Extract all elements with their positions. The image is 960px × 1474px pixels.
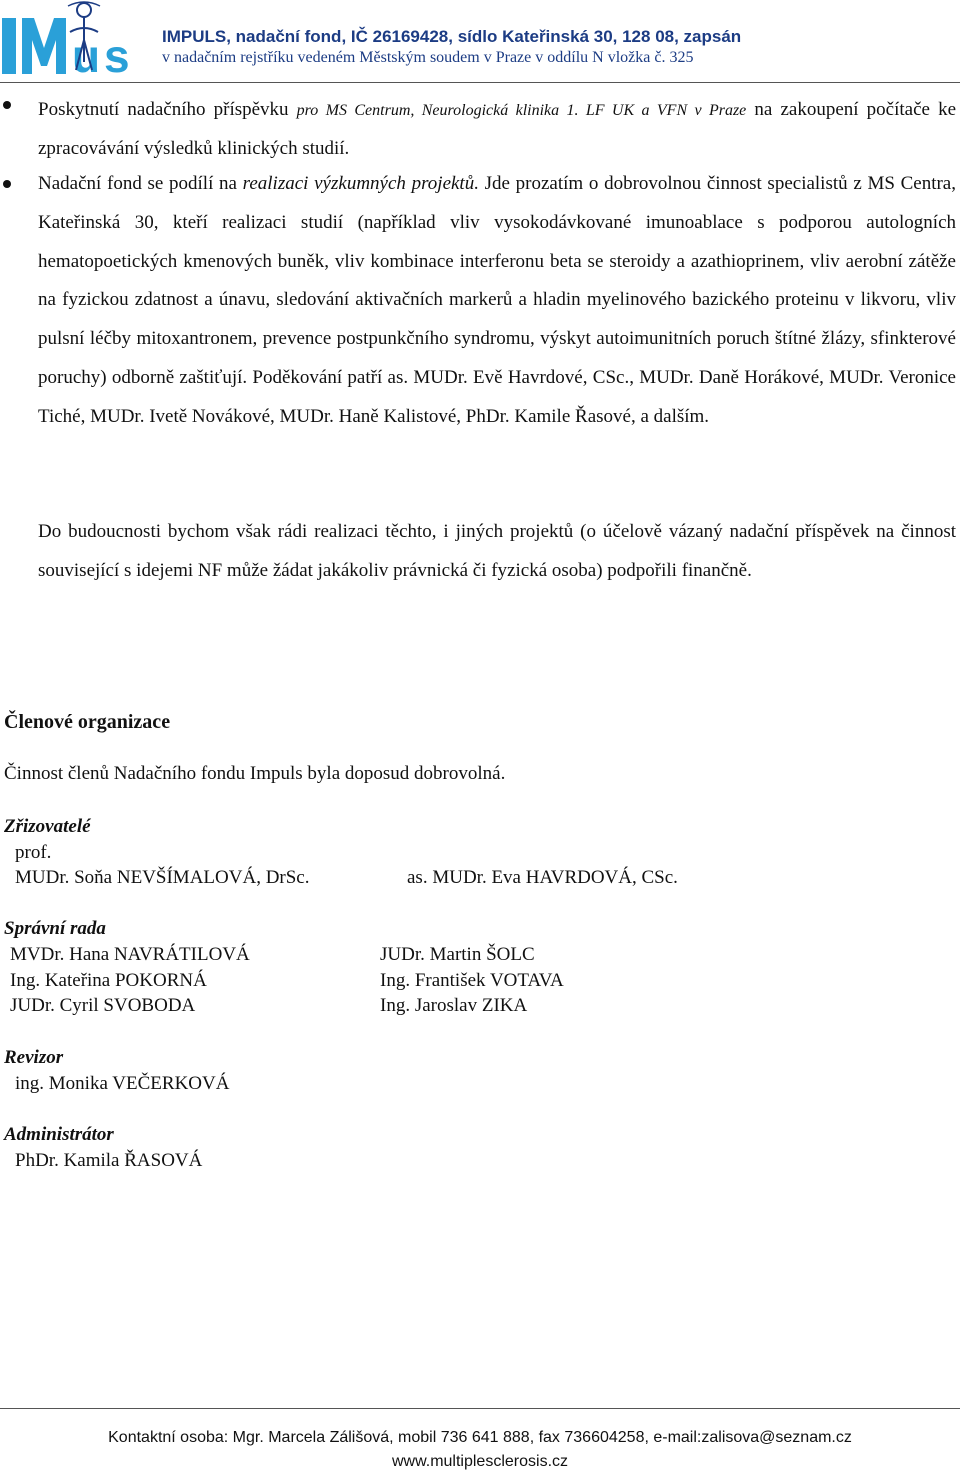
auditor-title: Revizor <box>4 1047 64 1068</box>
bullet-dot <box>3 180 11 188</box>
bullet-item-1 <box>38 91 956 168</box>
board-member-left: JUDr. Cyril SVOBODA <box>10 995 196 1016</box>
founders-title: Zřizovatelé <box>4 816 91 837</box>
members-heading: Členové organizace <box>4 711 171 733</box>
auditor-name: ing. Monika VEČERKOVÁ <box>15 1073 230 1094</box>
svg-text:s: s <box>104 30 130 80</box>
board-member-right: Ing. Jaroslav ZIKA <box>380 995 528 1016</box>
bullet-1-rest: na zakoupení počítače ke zpracovávání výsledků klinických studií. <box>38 99 957 159</box>
bullet-2-rest: Jde prozatím o dobrovolnou činnost specialistů z MS Centra, Kateřinská 30, kteří realizaci studií (například vliv vysokodávkované imunoablace s podporou autologních hematopoetických kmenových buněk, vliv kombinace interferonu beta se steroidy a azathioprinem, vliv aerobní zátěže na fyzickou zdatnost a únavu, sledování aktivačních markerů a hladin myelinového bazického proteinu v likvoru, vliv pulsní léčby mitoxantronem, prevence postpunkčního syndromu, výskyt autoimunitních poruch štítné žlázy, sfinkterové poruchy) odborně zaštiťují. Poděkování patří as. MUDr. Evě Havrdové, CSc., MUDr. Daně Horákové, MUDr. Veronice Tiché, MUDr. Ivetě Novákové, MUDr. Haně Kalistové, PhDr. Kamile Řasové, a dalším. <box>38 173 956 427</box>
future-paragraph: Do budoucnosti bychom však rádi realizaci těchto, i jiných projektů (o účelově vázaný nadační příspěvek na činnost související s idejemi NF může žádat jakákoliv právnická či fyzická osoba) podpořili finančně. <box>38 521 956 581</box>
svg-text:u: u <box>72 30 101 80</box>
founder-right: as. MUDr. Eva HAVRDOVÁ, CSc. <box>407 867 678 888</box>
header-text <box>162 26 741 68</box>
footer-divider <box>0 1408 960 1409</box>
footer-contact: Kontaktní osoba: Mgr. Marcela Zálišová, mobil 736 641 888, fax 736604258, e-mail:zalisova@seznam.cz <box>108 1429 852 1446</box>
bullet-1-italic: pro MS Centrum, Neurologická klinika 1. LF UK a VFN v Praze <box>296 102 747 119</box>
header-line-2: v nadačním rejstříku vedeném Městským soudem v Praze v oddílu N vložka č. 325 <box>162 49 694 66</box>
board-member-right: Ing. František VOTAVA <box>380 970 564 991</box>
founder-left-line-1: prof. <box>15 842 52 863</box>
members-intro: Činnost členů Nadačního fondu Impuls byla doposud dobrovolná. <box>4 763 506 784</box>
board-member-left: Ing. Kateřina POKORNÁ <box>10 970 207 991</box>
bullet-1-lead: Poskytnutí nadačního příspěvku <box>38 99 297 120</box>
administrator-name: PhDr. Kamila ŘASOVÁ <box>15 1150 203 1171</box>
impuls-logo <box>0 0 138 80</box>
administrator-title: Administrátor <box>4 1124 114 1145</box>
board-title: Správní rada <box>4 918 106 939</box>
header-line-1: IMPULS, nadační fond, IČ 26169428, sídlo Kateřinská 30, 128 08, zapsán <box>162 27 742 46</box>
bullet-2-italic: realizaci výzkumných projektů. <box>242 173 479 194</box>
founder-left-line-2: MUDr. Soňa NEVŠÍMALOVÁ, DrSc. <box>15 867 310 888</box>
page-header <box>0 0 960 82</box>
bullet-item-2 <box>38 165 956 437</box>
bullet-dot <box>3 101 11 109</box>
board-member-right: JUDr. Martin ŠOLC <box>380 944 535 965</box>
page-footer <box>0 1426 960 1474</box>
bullet-2-lead: Nadační fond se podílí na <box>38 173 243 194</box>
board-member-left: MVDr. Hana NAVRÁTILOVÁ <box>10 944 250 965</box>
footer-website[interactable]: www.multiplesclerosis.cz <box>391 1453 569 1470</box>
header-divider <box>0 82 960 83</box>
